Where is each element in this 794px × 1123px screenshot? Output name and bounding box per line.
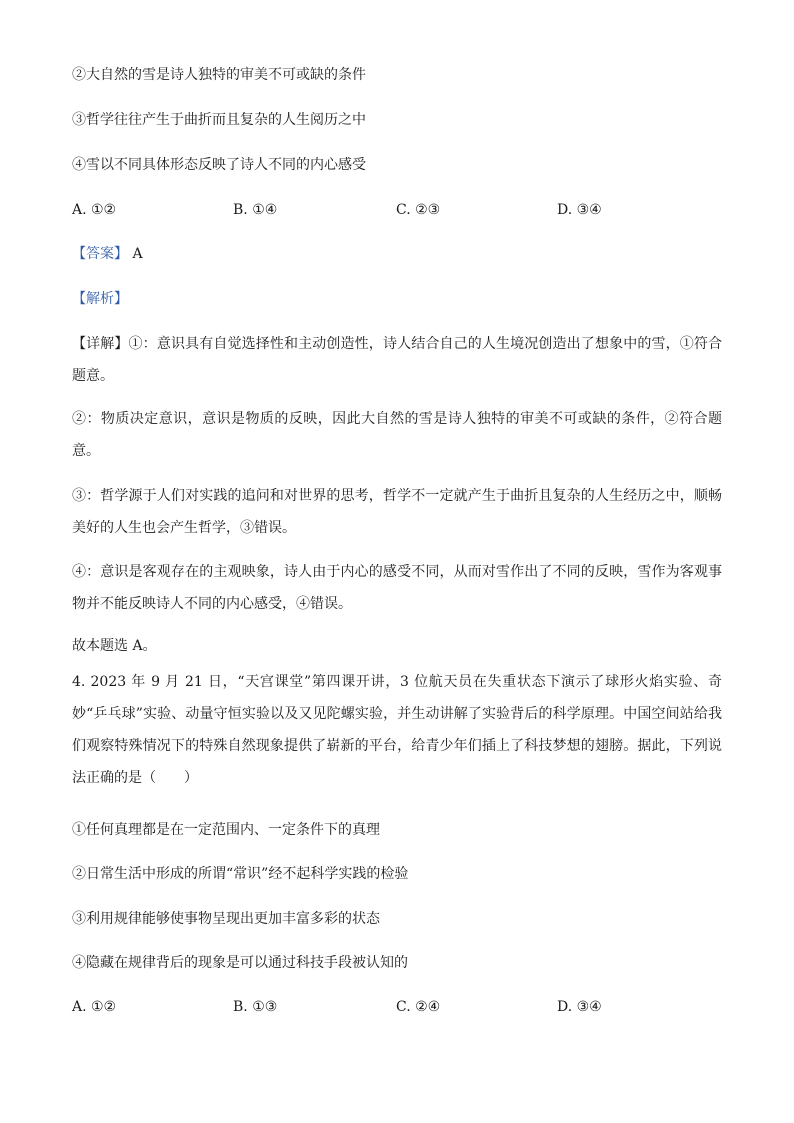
q3-statement-3: ③哲学往往产生于曲折而且复杂的人生阅历之中 (72, 112, 366, 128)
analysis-tag: 【解析】 (72, 291, 128, 307)
q4-option-c: C. ②④ (396, 999, 441, 1015)
q3-detail-1 (72, 328, 722, 392)
q3-analysis-heading (72, 291, 128, 307)
q3-detail-4: ④：意识是客观存在的主观映象，诗人由于内心的感受不同，从而对雪作出了不同的反映，雪作为客观事物并不能反映诗人不同的内心感受，④错误。 (72, 564, 722, 612)
q3-conclusion: 故本题选 A。 (72, 638, 157, 654)
q3-option-d: D. ③④ (557, 202, 602, 218)
q3-detail-2: ②：物质决定意识，意识是物质的反映，因此大自然的雪是诗人独特的审美不可或缺的条件，②符合题意。 (72, 411, 722, 459)
detail-tag: 【详解】 (72, 336, 129, 352)
answer-tag: 【答案】 (72, 246, 128, 262)
q4-statement-4: ④隐藏在规律背后的现象是可以通过科技手段被认知的 (72, 955, 408, 971)
q4-stem: 4. 2023 年 9 月 21 日，“天宫课堂”第四课开讲，3 位航天员在失重状态下演示了球形火焰实验、奇妙“乒乓球”实验、动量守恒实验以及又见陀螺实验，并生动讲解了实验背后的科学原理。中国空间站给我们观察特殊情况下的特殊自然现象提供了崭新的平台，给青少年们插上了科技梦想的翅膀。据此，下列说法正确的是（ ） (72, 674, 722, 786)
detail-1-text: ①：意识具有自觉选择性和主动创造性，诗人结合自己的人生境况创造出了想象中的雪，①符合题意。 (72, 336, 723, 384)
q4-options (72, 999, 722, 1015)
q3-options (72, 202, 722, 218)
q4-statement-2: ②日常生活中形成的所谓“常识”经不起科学实践的检验 (72, 866, 409, 882)
q3-answer (72, 246, 143, 262)
q3-option-c: C. ②③ (396, 202, 441, 218)
q3-statement-2: ②大自然的雪是诗人独特的审美不可或缺的条件 (72, 67, 366, 83)
q3-detail-3: ③：哲学源于人们对实践的追问和对世界的思考，哲学不一定就产生于曲折且复杂的人生经历之中，顺畅美好的人生也会产生哲学，③错误。 (72, 488, 722, 536)
q3-option-b: B. ①④ (233, 202, 278, 218)
q4-option-a: A. ①② (72, 999, 117, 1015)
q4-option-b: B. ①③ (233, 999, 278, 1015)
q4-option-d: D. ③④ (557, 999, 602, 1015)
q4-statement-1: ①任何真理都是在一定范围内、一定条件下的真理 (72, 822, 380, 838)
answer-value: A (132, 246, 143, 262)
q4-statement-3: ③利用规律能够使事物呈现出更加丰富多彩的状态 (72, 911, 380, 927)
q3-statement-4: ④雪以不同具体形态反映了诗人不同的内心感受 (72, 157, 366, 173)
q3-option-a: A. ①② (72, 202, 117, 218)
